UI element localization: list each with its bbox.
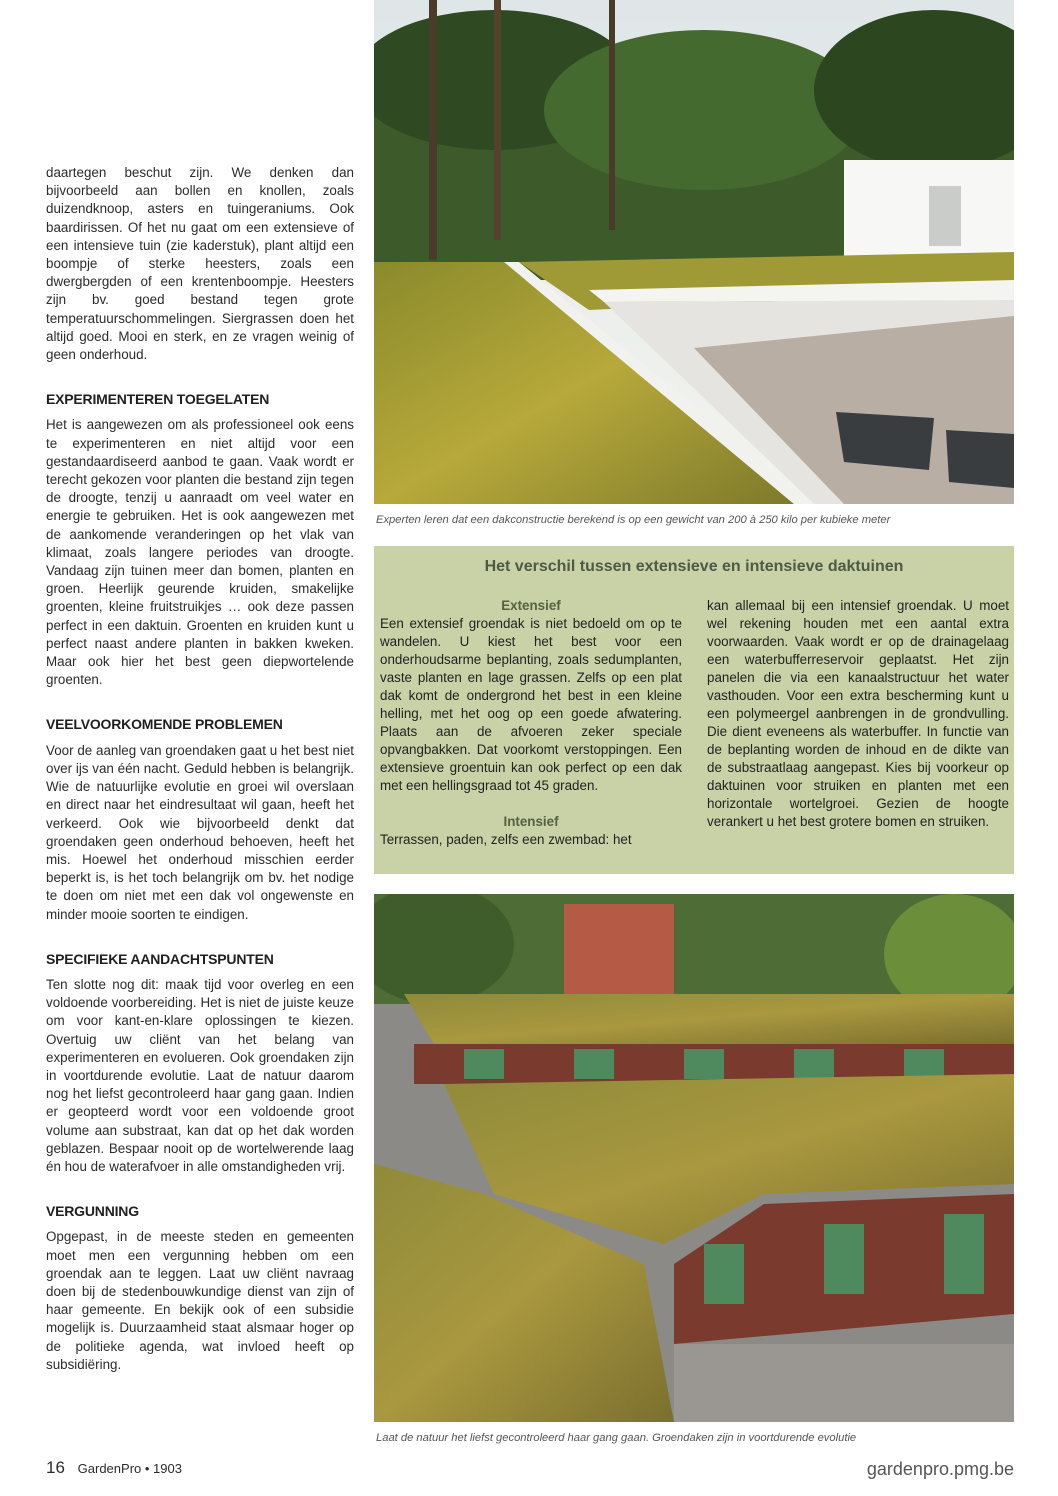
box-column-right	[707, 597, 1009, 831]
intensief-text-continued: kan allemaal bij een intensief groendak. U moet wel rekening houden met een aantal extra voorwaarden. Vaak wordt er op de drainagelaag een waterbufferreservoir geplaatst. Het zijn panelen die via een kanaalstructuur het water vasthouden. Voor een extra bescherming kunt u een polymeergel aanbrengen in de grondvulling. Die dient eveneens als waterbuffer. In functie van de beplanting worden de inhoud en de dikte van de substraatlaag aangepast. Kies bij voorkeur op daktuinen voor struiken en planten met een horizontale wortelgroei. Gezien de hoogte verankert u het best grotere bomen en struiken.	[707, 598, 1009, 829]
footer-url[interactable]: gardenpro.pmg.be	[866, 1459, 1014, 1479]
article-left-column	[46, 164, 354, 1400]
caption-bottom-photo: Laat de natuur het liefst gecontroleerd haar gang gaan. Groendaken zijn in voortdurende evolutie	[376, 1432, 857, 1444]
footer-left	[46, 1458, 182, 1478]
heading-experimenteren: EXPERIMENTEREN TOEGELATEN	[46, 391, 270, 408]
intensief-text-start: Terrassen, paden, zelfs een zwembad: het	[380, 832, 632, 847]
box-column-left	[380, 597, 682, 849]
heading-vergunning: VERGUNNING	[46, 1203, 139, 1220]
paragraph-problemen: Voor de aanleg van groendaken gaat u het best niet over ijs van één nacht. Geduld hebben is belangrijk. Wie de natuurlijke evolutie en groei wil overslaan en direct naar het eindresultaat wil gaan, heeft het verkeerd. Ook wie bijvoorbeeld denkt dat groendaken geen onderhoud behoeven, heeft het mis. Hoewel het onderhoud misschien eerder beperkt is, is het toch belangrijk om bv. het nodige te doen om niet met een dak vol ongewenste en minder mooie soorten te eindigen.	[46, 742, 354, 922]
comparison-sidebar-box	[374, 546, 1014, 874]
extensief-text: Een extensief groendak is niet bedoeld om op te wandelen. U kiest het best voor een onderhoudsarme beplanting, zoals sedumplanten, vaste planten en lage grassen. Zelfs op een plat dak komt de ondergrond het best in een kleine helling, met het oog op een goede afwatering. Plaats aan de afvoeren zeker speciale opvangbakken. Dat voorkomt verstoppingen. Een extensieve groentuin kan ook perfect op een dak met een hellingsgraad tot 45 graden.	[380, 616, 682, 793]
paragraph-aandachtspunten: Ten slotte nog dit: maak tijd voor overleg en een voldoende voorbereiding. Het is niet de juiste keuze om voor kant-en-klare oplossingen te kiezen. Overtuig uw cliënt van het belang van experimenteren en evolueren. Ook groendaken zijn in voortdurende evolutie. Laat de natuur daarom nog het liefst gecontroleerd haar gang gaan. Indien er geopteerd wordt voor een voldoende groot volume aan substraat, kan dat op het dak worden geblazen. Bespaar nooit op de wortelwerende laag én hou de waterafvoer in alle omstandigheden vrij.	[46, 976, 354, 1174]
extensief-heading: Extensief	[501, 598, 561, 613]
intensief-heading: Intensief	[503, 814, 559, 829]
heading-aandachtspunten: SPECIFIEKE AANDACHTSPUNTEN	[46, 950, 274, 967]
box-title: Het verschil tussen extensieve en intensieve daktuinen	[484, 558, 904, 575]
green-roof-terrace-photo	[374, 0, 1014, 504]
page-number: 16	[46, 1458, 65, 1477]
sedum-garage-roofs-photo	[374, 894, 1014, 1422]
paragraph-experimenteren: Het is aangewezen om als professioneel ook eens te experimenteren en niet altijd voor een gestandaardiseerd aanbod te gaan. Vaak wordt er terecht gekozen voor planten die bestand zijn tegen de droogte, tenzij u aanraadt om veel water en energie te gebruiken. Het is ook aangewezen met de aankomende veranderingen op het vlak van klimaat, zoals langere periodes van droogte. Vandaag zijn tuinen meer dan bomen, planten en groen. Heerlijk geurende kruiden, smakelijke groenten, kleine fruitstruikjes … ook deze passen perfect in een daktuin. Groenten en kruiden kunt u perfect naast andere planten in bakken kweken. Maar ook hier het best geen diepwortelende groenten.	[46, 417, 354, 688]
magazine-issue: GardenPro • 1903	[77, 1461, 182, 1476]
paragraph-vergunning: Opgepast, in de meeste steden en gemeenten moet men een vergunning hebben om een groendak aan te leggen. Laat uw cliënt navraag doen bij de stedenbouwkundige dienst van zijn of haar gemeente. En bekijk ook of een subsidie mogelijk is. Duurzaamheid staat alsmaar hoger op de politieke agenda, wat invloed heeft op subsidiëring.	[46, 1229, 354, 1372]
heading-problemen: VEELVOORKOMENDE PROBLEMEN	[46, 716, 283, 733]
paragraph-intro: daartegen beschut zijn. We denken dan bijvoorbeeld aan bollen en knollen, zoals duizendknoop, asters en tuingeraniums. Ook baardirissen. Of het nu gaat om een extensieve of een intensieve tuin (zie kaderstuk), plant altijd een boompje of sterke heesters, zoals een dwergbergden of een krentenboompje. Heesters zijn bv. goed bestand tegen grote temperatuurschommelingen. Siergrassen doen het altijd goed. Mooi en sterk, en ze vragen weinig of geen onderhoud.	[46, 165, 354, 363]
caption-top-photo: Experten leren dat een dakconstructie berekend is op een gewicht van 200 à 250 kilo per kubieke meter	[376, 514, 891, 526]
